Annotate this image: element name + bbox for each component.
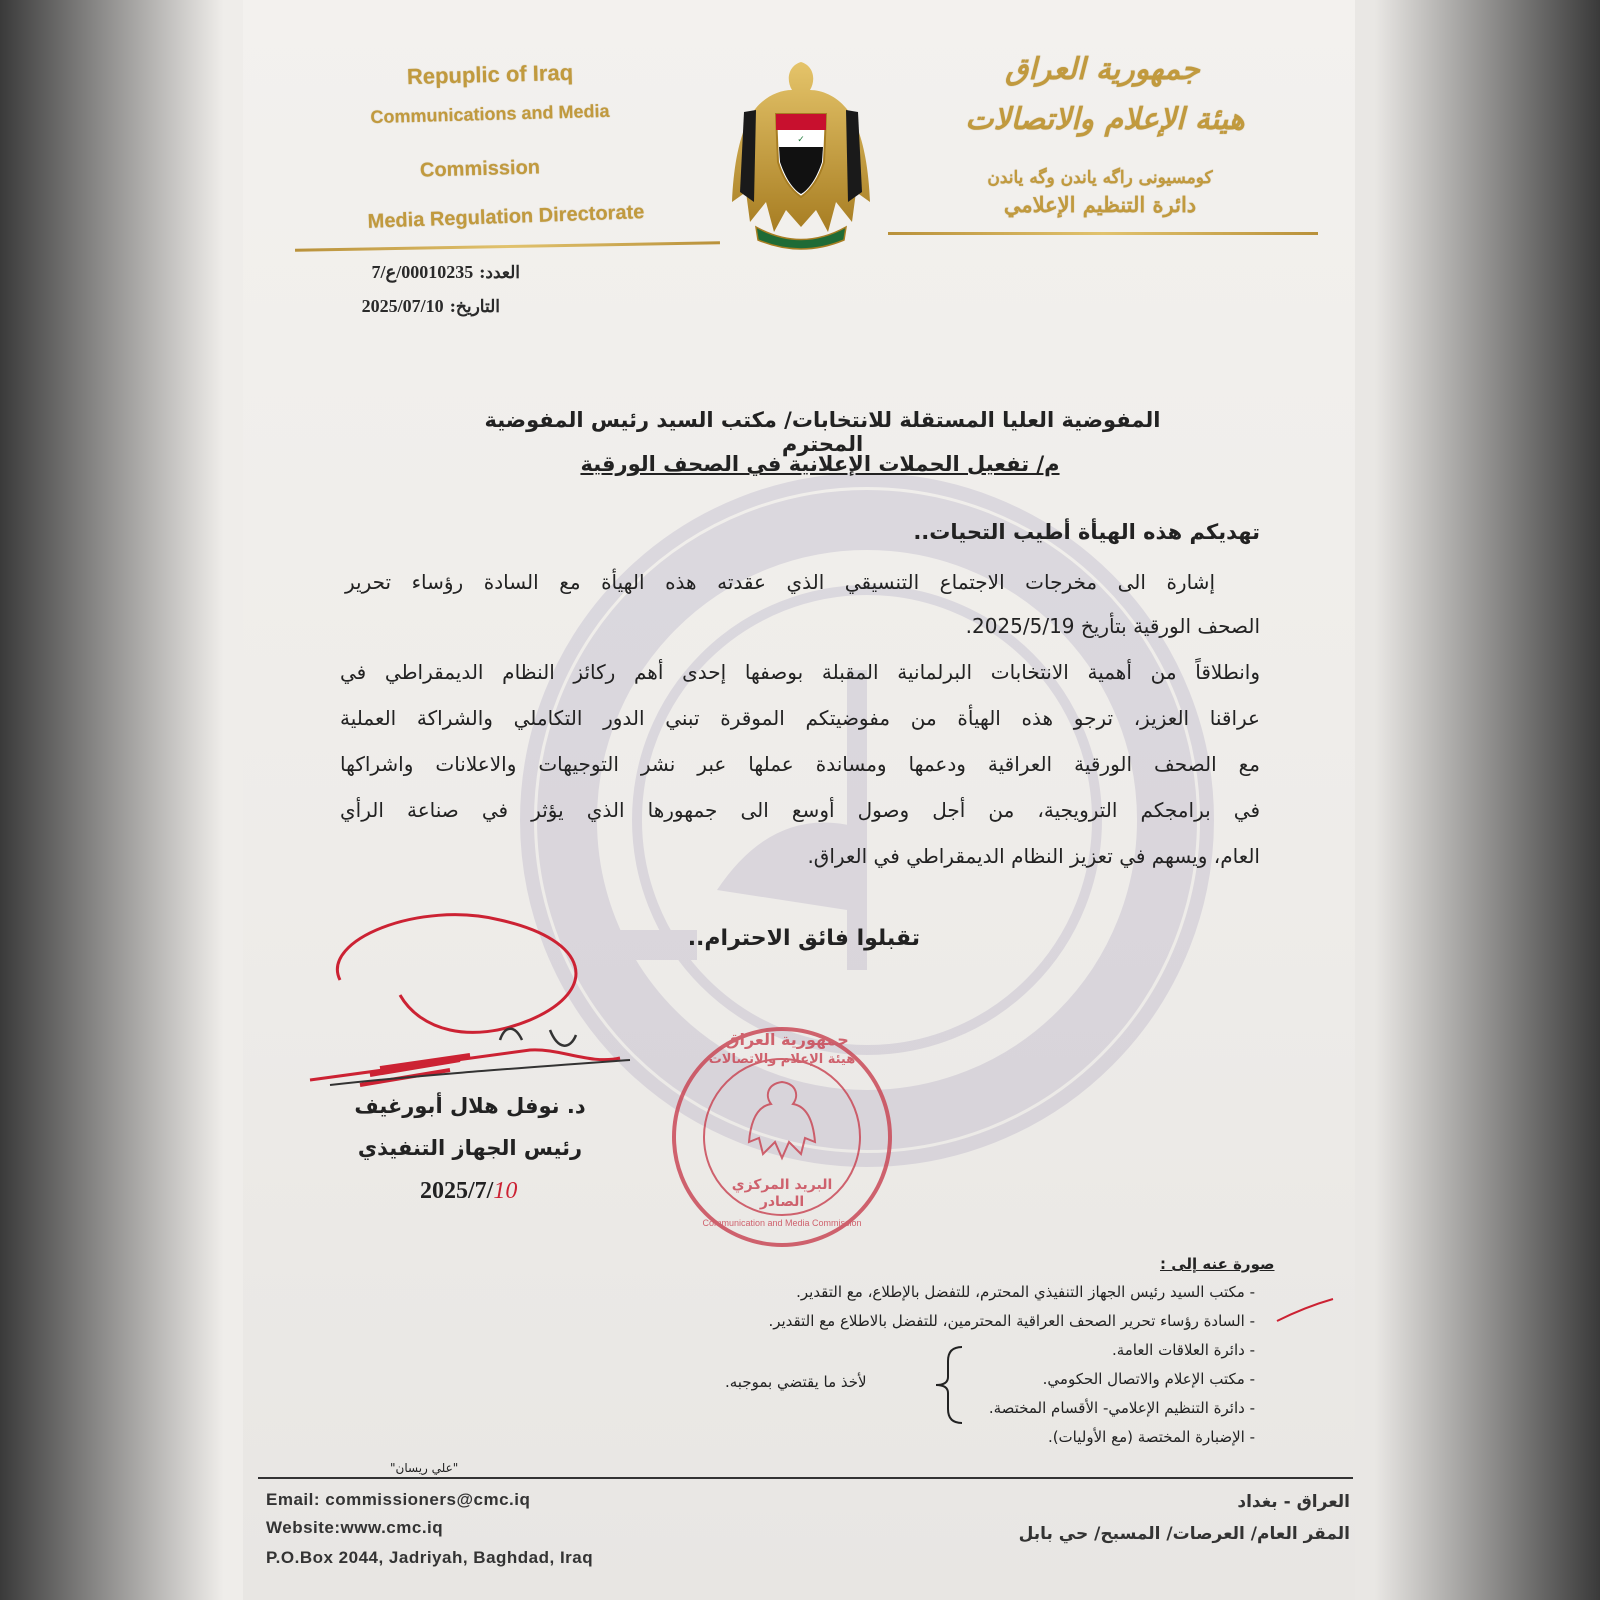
left-photo-margin xyxy=(0,0,243,1600)
letter-para2-line2: عراقنا العزيز، ترجو هذه الهيأة من مفوضيتكم الموقرة تبني الدور التكاملي والشراكة العملية xyxy=(340,706,1260,730)
iraq-eagle-emblem-icon xyxy=(726,52,876,250)
letter-subject: م/ تفعيل الحملات الإعلانية في الصحف الورقية xyxy=(580,452,1060,476)
footer-ar-address: المقر العام/ العرصات/ المسبح/ حي بابل xyxy=(1018,1524,1350,1544)
header-en-commission-2: Commission xyxy=(419,156,541,182)
letter-para2-line5: العام، ويسهم في تعزيز النظام الديمقراطي في العراق. xyxy=(807,844,1260,868)
header-en-commission-1: Communications and Media xyxy=(370,100,610,128)
signatory-name: د. نوفل هلال أبورغيف xyxy=(354,1094,586,1118)
cc-item-4: - مكتب الإعلام والاتصال الحكومي. xyxy=(1042,1370,1255,1388)
stamp-bottom-text: البريد المركزي الصادر xyxy=(731,1177,833,1210)
letter-para2-line3: مع الصحف الورقية العراقية ودعمها ومساندة عملها عبر نشر التوجيهات والاعلانات واشراكها xyxy=(340,752,1260,776)
header-ku-commission: كومسيونى راگه ياندن وگه ياندن xyxy=(987,168,1213,188)
letter-number-label: العدد: xyxy=(479,263,520,283)
footer-rule xyxy=(258,1477,1353,1479)
letter-number xyxy=(330,262,520,283)
letter-date xyxy=(330,296,500,317)
typist-initials: "علي ريسان" xyxy=(390,1461,459,1475)
cc-item-6: - الإضبارة المختصة (مع الأوليات). xyxy=(1047,1428,1255,1446)
cc-item-5: - دائرة التنظيم الإعلامي- الأقسام المختصة. xyxy=(988,1399,1255,1417)
red-tick-mark-icon xyxy=(1275,1297,1335,1325)
cc-item-2: - السادة رؤساء تحرير الصحف العراقية المحترمين، للتفضل بالاطلاع مع التقدير. xyxy=(768,1312,1255,1330)
handwritten-signature-icon xyxy=(300,900,650,1120)
letter-greeting: تهديكم هذه الهيأة أطيب التحيات.. xyxy=(913,520,1260,544)
header-en-directorate: Media Regulation Directorate xyxy=(367,201,645,233)
signature-date-handwritten: 10 xyxy=(493,1178,518,1204)
stamp-top-text: جمهورية العراق xyxy=(725,1030,849,1049)
cc-item-1: - مكتب السيد رئيس الجهاز التنفيذي المحترم، للتفضل بالإطلاع، مع التقدير. xyxy=(796,1283,1255,1301)
header-ar-republic: جمهورية العراق xyxy=(1005,52,1200,87)
cc-brace-icon xyxy=(930,1345,970,1425)
signature-date xyxy=(420,1178,580,1205)
letter-addressee: المفوضية العليا المستقلة للانتخابات/ مكتب السيد رئيس المفوضية المحترم xyxy=(484,408,1161,456)
footer-website: Website:www.cmc.iq xyxy=(266,1518,444,1537)
letter-para1-line1: إشارة الى مخرجات الاجتماع التنسيقي الذي عقدته هذه الهيأة مع السادة رؤساء تحرير xyxy=(345,570,1215,594)
letter-closing: تقبلوا فائق الاحترام.. xyxy=(687,926,920,951)
letter-para2-line1: وانطلاقاً من أهمية الانتخابات البرلمانية المقبلة بوصفها إحدى أهم ركائز النظام الديمقراطي في xyxy=(340,660,1260,684)
letter-para1-line2: الصحف الورقية بتأريخ 2025/5/19. xyxy=(965,614,1260,638)
stamp-en-text: Communication and Media Commission xyxy=(702,1218,862,1228)
stamp-mid-text: هيئة الإعلام والاتصالات xyxy=(708,1052,856,1067)
header-right-gold-rule xyxy=(888,232,1318,235)
letter-date-label: التاريخ: xyxy=(449,297,500,317)
svg-text:✓: ✓ xyxy=(797,135,805,145)
signatory-title: رئيس الجهاز التنفيذي xyxy=(357,1136,583,1160)
official-stamp xyxy=(667,1022,897,1252)
cc-heading: صورة عنه إلى : xyxy=(1160,1255,1275,1273)
header-ar-directorate: دائرة التنظيم الإعلامي xyxy=(1003,192,1197,217)
footer-ar-city: العراق - بغداد xyxy=(1237,1492,1350,1512)
letter-para2-line4: في برامجكم الترويجية، من أجل وصول أوسع الى جمهورها الذي يؤثر في صناعة الرأي xyxy=(340,798,1260,822)
header-ar-commission: هيئة الإعلام والاتصالات xyxy=(965,102,1245,137)
cc-item-3: - دائرة العلاقات العامة. xyxy=(1111,1341,1255,1359)
footer-pobox: P.O.Box 2044, Jadriyah, Baghdad, Iraq xyxy=(266,1548,594,1567)
letter-number-value: 00010235/ع/7 xyxy=(371,262,474,282)
letter-date-value: 2025/07/10 xyxy=(361,296,444,316)
signature-date-printed: 2025/7/ xyxy=(420,1178,494,1204)
header-en-republic: Repuplic of Iraq xyxy=(406,59,574,90)
right-photo-margin xyxy=(1355,0,1600,1600)
cc-bracket-note: لأخذ ما يقتضي بموجبه. xyxy=(725,1373,867,1391)
footer-email: Email: commissioners@cmc.iq xyxy=(266,1490,531,1509)
